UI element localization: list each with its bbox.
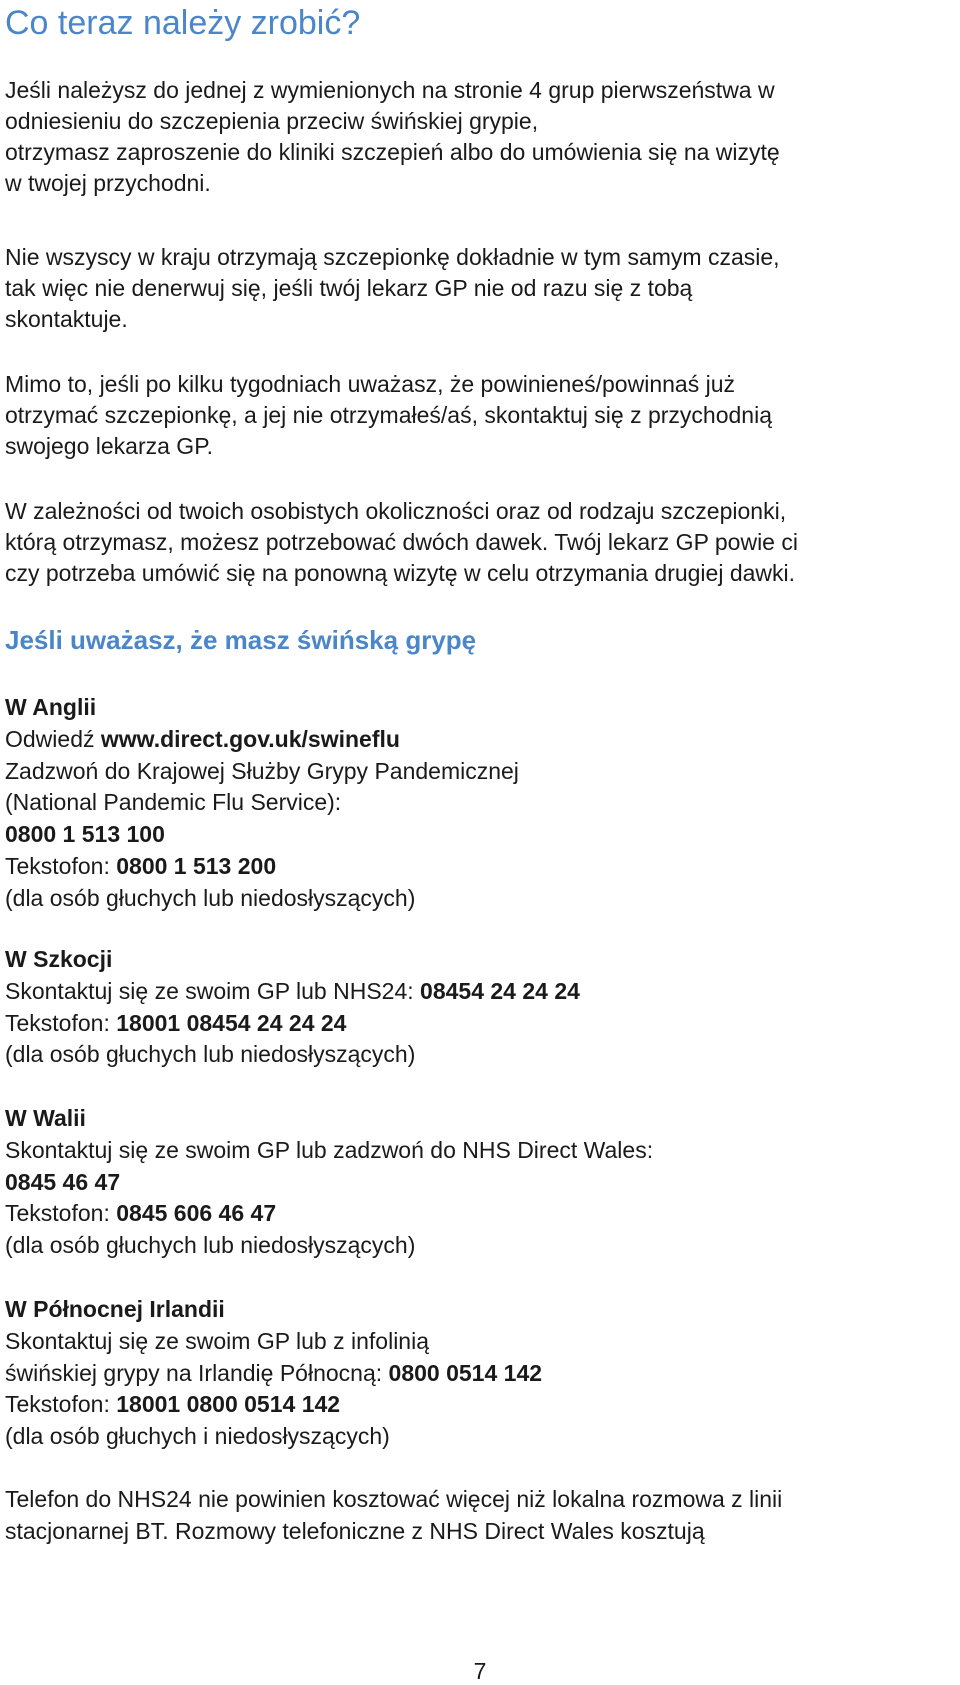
textphone-number: 0845 606 46 47: [116, 1200, 277, 1227]
textphone-line: [5, 1389, 950, 1421]
textphone-line: [5, 851, 950, 883]
text-line: Jeśli należysz do jednej z wymienionych na stronie 4 grup pierwszeństwa w: [5, 77, 775, 103]
region-heading: W Północnej Irlandii: [5, 1296, 225, 1322]
text-line: którą otrzymasz, możesz potrzebować dwóch dawek. Twój lekarz GP powie ci: [5, 529, 798, 555]
contact-line: Skontaktuj się ze swoim GP lub zadzwoń do NHS Direct Wales:: [5, 1136, 654, 1163]
textphone-number: 18001 0800 0514 142: [116, 1391, 341, 1418]
visit-line: [5, 724, 950, 756]
text-line: Zadzwoń do Krajowej Służby Grypy Pandemicznej: [5, 757, 519, 784]
contact-block-scotland: [5, 944, 950, 1071]
note-line: (dla osób głuchych lub niedosłyszących): [5, 1232, 416, 1259]
contact-label: Skontaktuj się ze swoim GP lub NHS24:: [5, 977, 421, 1004]
textphone-line: [5, 1198, 950, 1230]
paragraph-contact-gp: [5, 369, 950, 462]
text-line: Telefon do NHS24 nie powinien kosztować więcej niż lokalna rozmowa z linii: [5, 1486, 783, 1512]
textphone-label: Tekstofon:: [5, 852, 117, 879]
textphone-line: [5, 1008, 950, 1040]
phone-line: [5, 1167, 950, 1199]
phone-line: [5, 819, 950, 851]
text-line: czy potrzeba umówić się na ponowną wizytę w celu otrzymania drugiej dawki.: [5, 560, 796, 586]
page-number: 7: [473, 1658, 487, 1684]
phone-number: 0800 1 513 100: [5, 821, 165, 848]
contact-block-england: [5, 692, 950, 915]
textphone-label: Tekstofon:: [5, 1009, 117, 1036]
region-heading: W Walii: [5, 1105, 86, 1131]
region-heading: W Anglii: [5, 694, 97, 720]
visit-label: Odwiedź: [5, 725, 101, 752]
contact-block-wales: [5, 1103, 950, 1262]
note-line: (dla osób głuchych lub niedosłyszących): [5, 884, 416, 911]
phone-number: 0845 46 47: [5, 1168, 121, 1195]
region-heading: W Szkocji: [5, 946, 113, 972]
text-line: stacjonarnej BT. Rozmowy telefoniczne z NHS Direct Wales kosztują: [5, 1517, 705, 1544]
phone-number: 0800 0514 142: [388, 1359, 543, 1386]
paragraph-not-everyone: [5, 242, 950, 335]
contact-label: świńskiej grypy na Irlandię Północną:: [5, 1359, 389, 1386]
text-line: (National Pandemic Flu Service):: [5, 789, 342, 816]
text-line: otrzymasz zaproszenie do kliniki szczepień albo do umówienia się na wizytę: [5, 139, 780, 165]
paragraph-call-costs: [5, 1484, 950, 1548]
paragraph-two-doses: [5, 496, 950, 589]
text-line: skontaktuje.: [5, 306, 128, 332]
textphone-label: Tekstofon:: [5, 1391, 117, 1418]
section-heading-swine-flu: Jeśli uważasz, że masz świńską grypę: [5, 625, 477, 655]
paragraph-priority-groups: [5, 75, 950, 199]
phone-number: 08454 24 24 24: [420, 977, 580, 1004]
page-title: Co teraz należy zrobić?: [5, 4, 361, 42]
note-line: (dla osób głuchych i niedosłyszących): [5, 1423, 390, 1450]
text-line: tak więc nie denerwuj się, jeśli twój lekarz GP nie od razu się z tobą: [5, 275, 693, 301]
textphone-number: 18001 08454 24 24 24: [116, 1009, 347, 1036]
note-line: (dla osób głuchych lub niedosłyszących): [5, 1041, 416, 1068]
text-line: odniesieniu do szczepienia przeciw świńskiej grypie,: [5, 108, 539, 134]
contact-line: Skontaktuj się ze swoim GP lub z infolinią: [5, 1327, 429, 1354]
text-line: swojego lekarza GP.: [5, 433, 213, 459]
textphone-number: 0800 1 513 200: [116, 852, 277, 879]
contact-line: [5, 976, 950, 1008]
text-line: w twojej przychodni.: [5, 170, 211, 196]
website-link[interactable]: www.direct.gov.uk/swineflu: [100, 725, 400, 752]
text-line: W zależności od twoich osobistych okoliczności oraz od rodzaju szczepionki,: [5, 498, 787, 524]
text-line: otrzymać szczepionkę, a jej nie otrzymałeś/aś, skontaktuj się z przychodnią: [5, 402, 772, 428]
text-line: Mimo to, jeśli po kilku tygodniach uważasz, że powinieneś/powinnaś już: [5, 371, 735, 397]
text-line: Nie wszyscy w kraju otrzymają szczepionkę dokładnie w tym samym czasie,: [5, 244, 780, 270]
contact-block-northern-ireland: [5, 1294, 950, 1453]
contact-line: [5, 1358, 950, 1390]
textphone-label: Tekstofon:: [5, 1200, 117, 1227]
